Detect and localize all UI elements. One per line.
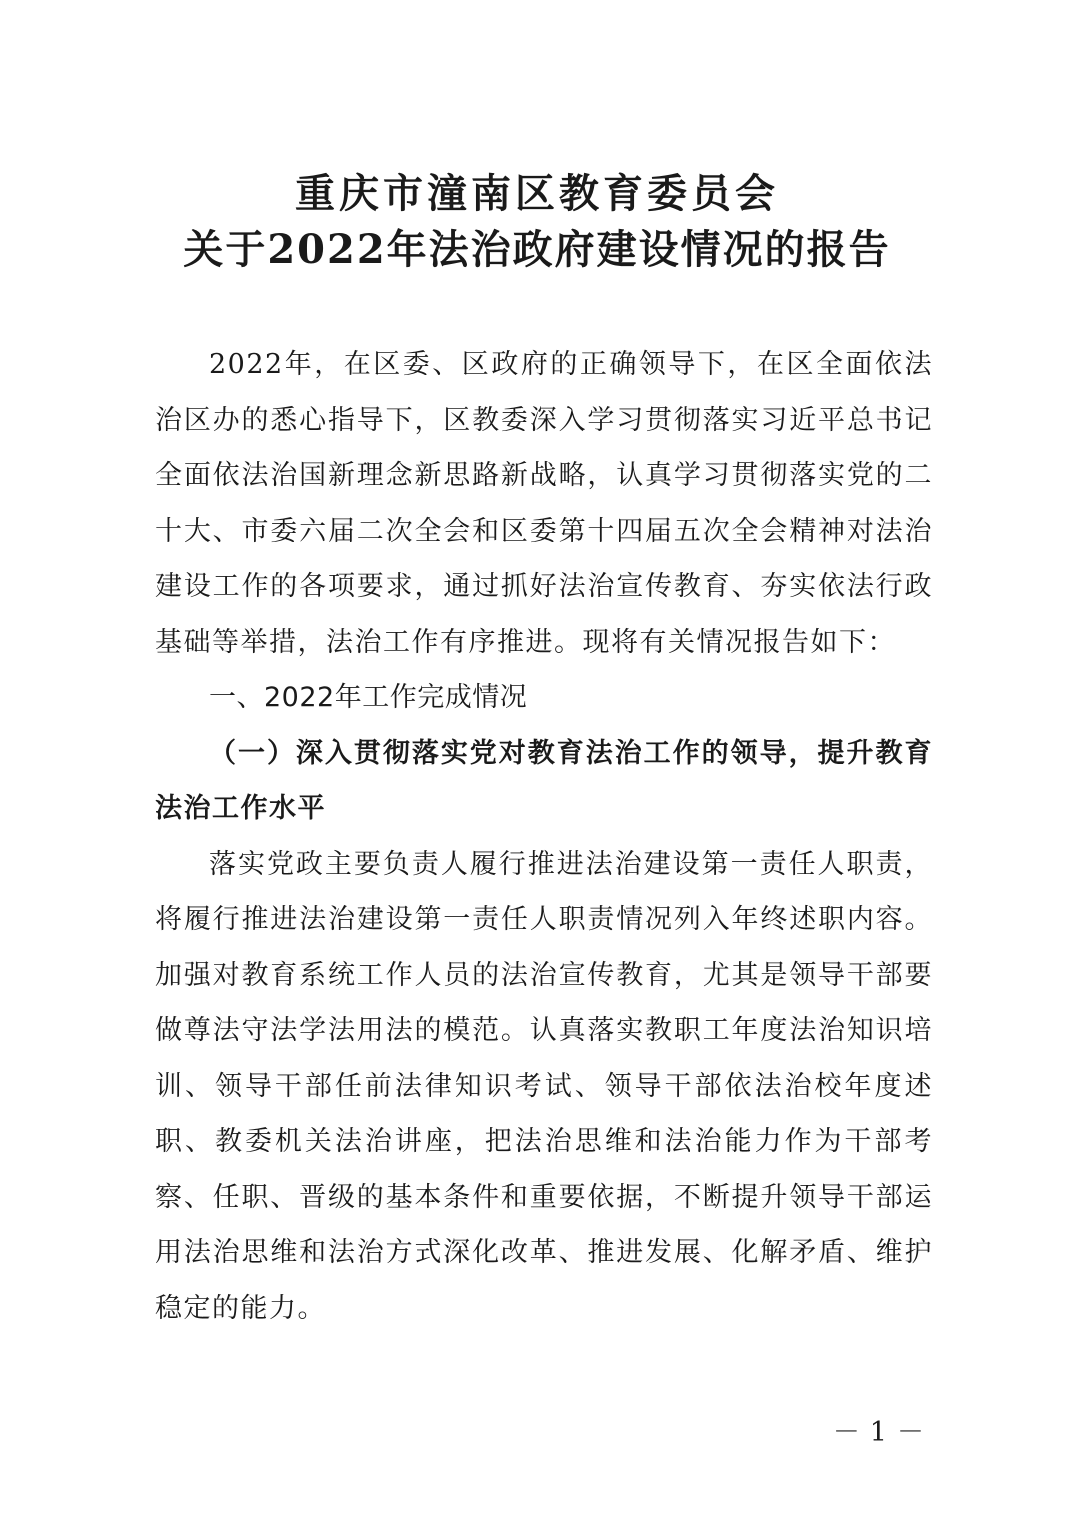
report-title-line-2: 关于2022年法治政府建设情况的报告 bbox=[183, 226, 891, 273]
subsection-heading: （一）深入贯彻落实党对教育法治工作的领导，提升教育法治工作水平 bbox=[155, 737, 933, 824]
intro-paragraph: 2022年，在区委、区政府的正确领导下，在区全面依法治区办的悉心指导下，区教委深入学习贯彻落实习近平总书记全面依法治国新理念新思路新战略，认真学习贯彻落实党的二十大、市委六届二次全会和区委第十四届五次全会精神对法治建设工作的各项要求，通过抓好法治宣传教育、夯实依法行政基础等举措，法治工作有序推进。现将有关情况报告如下： bbox=[155, 349, 933, 658]
page-number: －1－ bbox=[832, 1417, 934, 1448]
section-heading: 一、2022年工作完成情况 bbox=[209, 682, 528, 713]
body-paragraph: 落实党政主要负责人履行推进法治建设第一责任人职责，将履行推进法治建设第一责任人职责情况列入年终述职内容。加强对教育系统工作人员的法治宣传教育，尤其是领导干部要做尊法守法学法用法的模范。认真落实教职工年度法治知识培训、领导干部任前法律知识考试、领导干部依法治校年度述职、教委机关法治讲座，把法治思维和法治能力作为干部考察、任职、晋级的基本条件和重要依据，不断提升领导干部运用法治思维和法治方式深化改革、推进发展、化解矛盾、维护稳定的能力。 bbox=[155, 848, 933, 1324]
report-body bbox=[155, 337, 933, 1336]
report-title-line-1: 重庆市潼南区教育委员会 bbox=[295, 170, 779, 217]
